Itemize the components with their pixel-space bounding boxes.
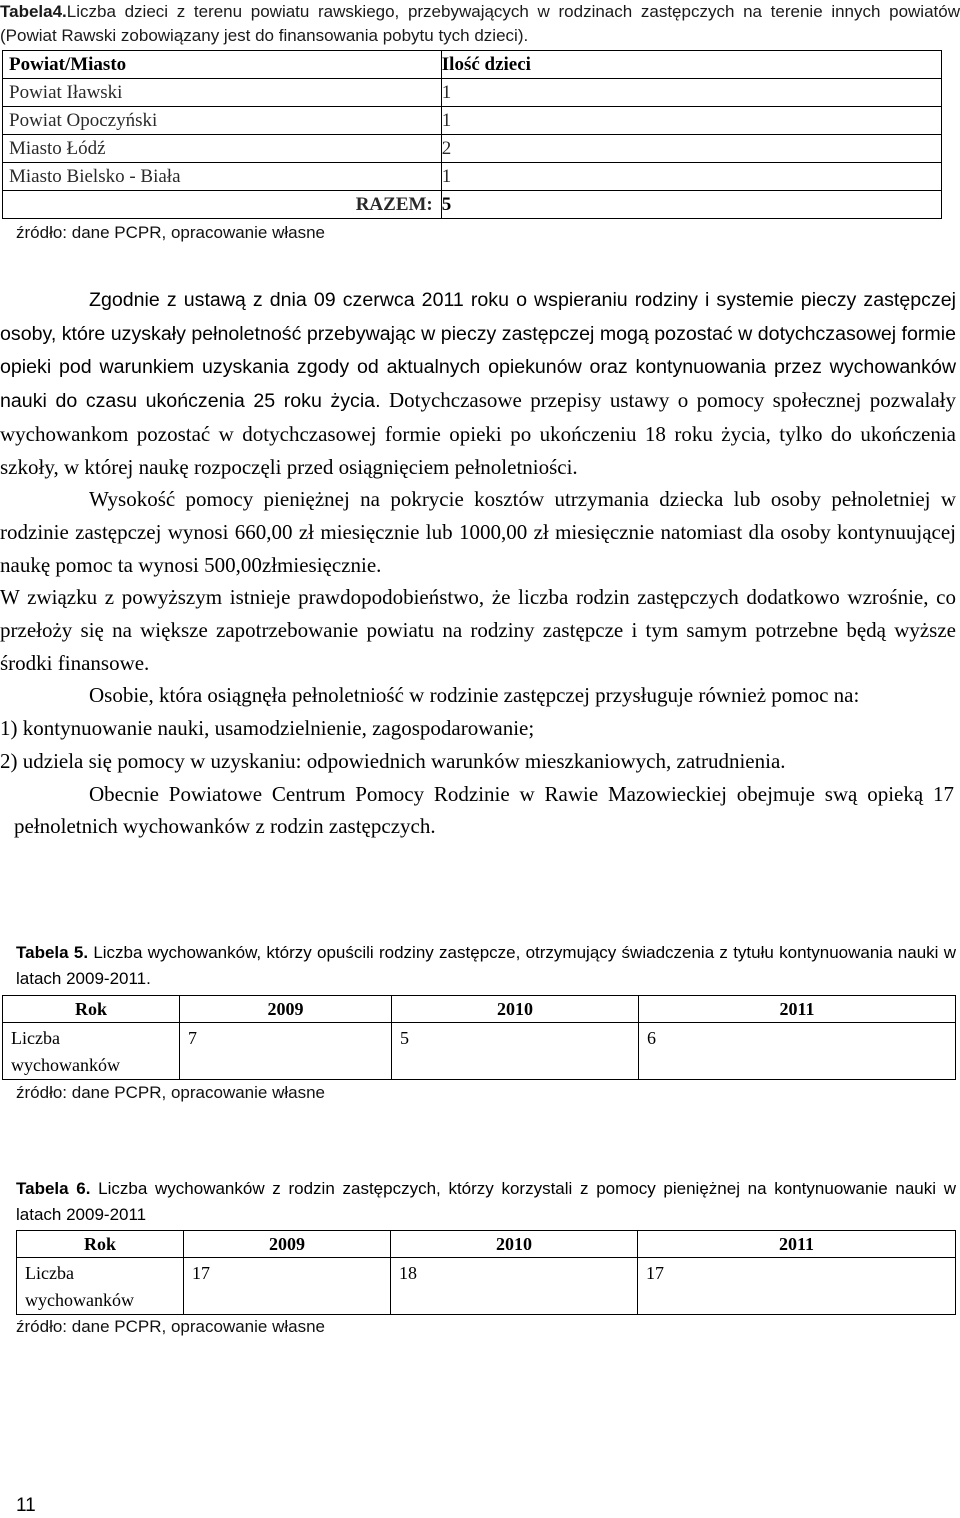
tabela4-caption (0, 0, 960, 48)
table-cell: 17 (638, 1258, 956, 1315)
tabela6-caption-text: Liczba wychowanków z rodzin zastępczych, którzy korzystali z pomocy pieniężnej na kontynuowanie nauki w latach 2009-2011 (16, 1179, 956, 1224)
table-cell: 18 (391, 1258, 638, 1315)
tabela4-table (2, 50, 942, 219)
table-row (3, 135, 942, 163)
paragraph: W związku z powyższym istnieje prawdopodobieństwo, że liczba rodzin zastępczych dodatkowo wzrośnie, co przełoży się na większe zapotrzebowanie powiatu na rodziny zastępcze i tym samym potrzebne będą wyższe środki finansowe. (0, 585, 956, 675)
tabela6-table (16, 1230, 956, 1315)
header-cell: 2009 (184, 1231, 391, 1258)
table-row (3, 79, 942, 107)
table-header-row (3, 996, 956, 1023)
table-row (17, 1258, 956, 1315)
table-header-row (17, 1231, 956, 1258)
list-item: 2) udziela się pomocy w uzyskaniu: odpowiednich warunków mieszkaniowych, zatrudnienia. (0, 748, 786, 773)
tabela5-caption-text: Liczba wychowanków, którzy opuścili rodziny zastępcze, otrzymujący świadczenia z tytułu kontynuowania nauki w latach 2009-2011. (16, 943, 956, 988)
body-text (0, 283, 956, 843)
tabela5-caption (16, 940, 956, 992)
table-cell: 2 (441, 135, 941, 163)
table-row (3, 1023, 956, 1080)
total-value: 5 (441, 191, 941, 219)
tabela6-source: źródło: dane PCPR, opracowanie własne (16, 1317, 326, 1336)
table-cell: Powiat Opoczyński (3, 107, 442, 135)
table-cell: Liczba wychowanków (3, 1023, 180, 1080)
table-cell: Miasto Łódź (3, 135, 442, 163)
header-cell: 2010 (391, 1231, 638, 1258)
paragraph: Wysokość pomocy pieniężnej na pokrycie kosztów utrzymania dziecka lub osoby pełnoletniej w rodzinie zastępczej wynosi 660,00 zł miesięcznie lub 1000,00 zł miesięcznie natomiast dla osoby kontynuującej naukę pomoc ta wynosi 500,00złmiesięcznie. (0, 487, 956, 577)
tabela5-source: źródło: dane PCPR, opracowanie własne (16, 1083, 326, 1102)
header-cell: 2009 (180, 996, 392, 1023)
total-label: RAZEM: (3, 191, 442, 219)
paragraph-text: Zgodnie z ustawą z dnia 09 czerwca 2011 roku o wspieraniu rodziny i systemie pieczy zastępczej osoby, które uzyskały pełnoletność przebywając w pieczy zastępczej mogą pozostać w dotychczasowej formie opieki pod warunkiem uzyskania zgody od aktualnych opiekunów oraz kontynuowania przez wychowanków nauki do czasu ukończenia 25 roku życia. (0, 289, 956, 413)
table-cell: 7 (180, 1023, 392, 1080)
table-cell: 6 (639, 1023, 956, 1080)
table-cell: 1 (441, 79, 941, 107)
table-row (3, 163, 942, 191)
tabela4-caption-text: Liczba dzieci z terenu powiatu rawskiego, przebywających w rodzinach zastępczych na terenie innych powiatów (Powiat Rawski zobowiązany jest do finansowania pobytu tych dzieci). (0, 2, 960, 45)
table-total-row (3, 191, 942, 219)
header-cell: 2011 (639, 996, 956, 1023)
page-number: 11 (16, 1495, 36, 1516)
table-row (3, 107, 942, 135)
header-cell: Rok (17, 1231, 184, 1258)
header-cell: Ilość dzieci (441, 51, 941, 79)
tabela6-label: Tabela 6. (16, 1179, 91, 1198)
list-item: 1) kontynuowanie nauki, usamodzielnienie, zagospodarowanie; (0, 716, 535, 741)
table-header-row (3, 51, 942, 79)
table-cell: Miasto Bielsko - Biała (3, 163, 442, 191)
tabela5-label: Tabela 5. (16, 943, 89, 962)
tabela4-source: źródło: dane PCPR, opracowanie własne (16, 223, 326, 242)
header-cell: Rok (3, 996, 180, 1023)
paragraph-text: Dotychczasowe przepisy ustawy o pomocy społecznej pozwalały wychowankom pozostać w dotychczasowej formie opieki po ukończeniu 18 roku życia, tylko do ukończenia szkoły, w której naukę rozpoczęli przed osiągnięciem pełnoletniości. (0, 388, 957, 479)
paragraph: Osobie, która osiągnęła pełnoletniość w rodzinie zastępczej przysługuje również pomoc na: (89, 683, 860, 708)
table-cell: 17 (184, 1258, 391, 1315)
header-cell: 2011 (638, 1231, 956, 1258)
tabela6-caption (16, 1176, 956, 1228)
table-cell: 1 (441, 163, 941, 191)
tabela5-table (2, 995, 956, 1080)
table-cell: Powiat Iławski (3, 79, 442, 107)
paragraph (0, 283, 956, 483)
table-cell: Liczba wychowanków (17, 1258, 184, 1315)
table-cell: 5 (392, 1023, 639, 1080)
tabela4-label: Tabela4. (0, 2, 67, 21)
header-cell: 2010 (392, 996, 639, 1023)
table-cell: 1 (441, 107, 941, 135)
header-cell: Powiat/Miasto (3, 51, 442, 79)
paragraph: Obecnie Powiatowe Centrum Pomocy Rodzinie w Rawie Mazowieckiej obejmuje swą opieką 17 pełnoletnich wychowanków z rodzin zastępczych. (14, 781, 954, 839)
